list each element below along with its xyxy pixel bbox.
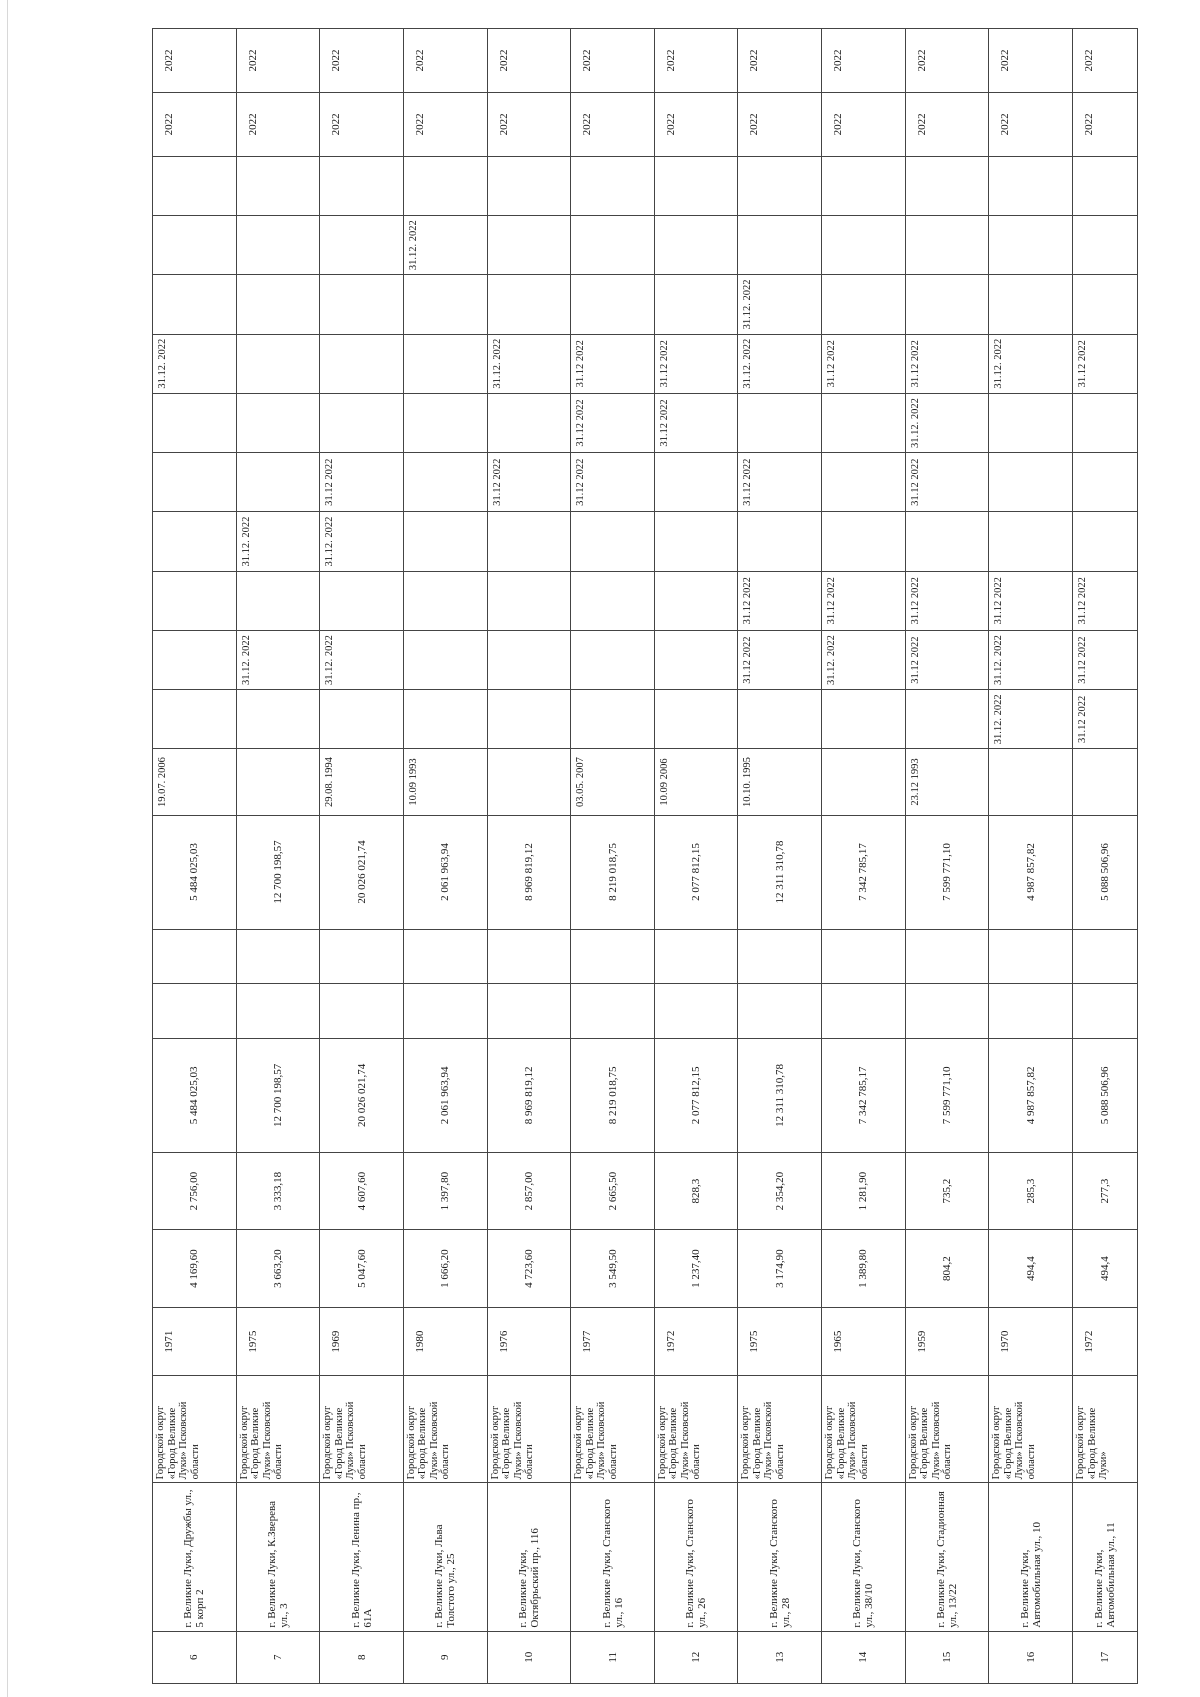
empty-cell <box>153 929 237 984</box>
address-cell: г. Великие Луки, К.Зверева ул., 3 <box>236 1483 320 1631</box>
empty-cell <box>571 984 655 1039</box>
work-date-cell <box>153 156 237 215</box>
build-year-cell: 1972 <box>1073 1307 1138 1375</box>
work-date-cell <box>905 275 989 334</box>
work-date-cell <box>153 571 237 630</box>
work-date-cell: 31.12. 2022 <box>236 630 320 689</box>
previous-repair-date-cell: 10.09 1993 <box>403 749 487 815</box>
row-number: 10 <box>487 1631 571 1683</box>
owner-cell: Городской округ «Город Великие Луки» Псковской области <box>822 1376 906 1483</box>
work-date-cell <box>1073 453 1138 512</box>
work-date-cell <box>989 512 1073 571</box>
work-date-cell <box>487 275 571 334</box>
work-date-cell <box>654 216 738 275</box>
build-year-cell: 1959 <box>905 1307 989 1375</box>
owner-cell: Городской округ «Город Великие Луки» Псковской области <box>738 1376 822 1483</box>
empty-cell <box>989 984 1073 1039</box>
build-year-cell: 1977 <box>571 1307 655 1375</box>
work-date-cell <box>320 275 404 334</box>
work-date-cell <box>738 393 822 452</box>
work-date-cell <box>571 571 655 630</box>
work-date-cell <box>571 690 655 749</box>
work-date-cell <box>236 571 320 630</box>
work-date-cell <box>403 630 487 689</box>
build-year-cell: 1980 <box>403 1307 487 1375</box>
work-date-cell: 31.12 2022 <box>1073 690 1138 749</box>
work-date-cell <box>822 393 906 452</box>
work-date-cell: 31.12 2022 <box>320 453 404 512</box>
cost-repeat-cell: 12 311 310,78 <box>738 815 822 929</box>
row-number: 7 <box>236 1631 320 1683</box>
address-cell: г. Великие Луки, Станского ул., 38/10 <box>822 1483 906 1631</box>
table-row <box>822 29 906 1684</box>
work-date-cell: 31.12 2022 <box>738 453 822 512</box>
living-area-cell: 4 607,60 <box>320 1152 404 1230</box>
work-date-cell <box>822 216 906 275</box>
work-date-cell <box>320 334 404 393</box>
work-date-cell: 31.12 2022 <box>1073 571 1138 630</box>
cost-cell: 12 311 310,78 <box>738 1038 822 1152</box>
owner-cell: Городской округ «Город Великие Луки» Псковской области <box>403 1376 487 1483</box>
table-row <box>1073 29 1138 1684</box>
total-area-cell: 3 549,50 <box>571 1230 655 1308</box>
total-area-cell: 1 666,20 <box>403 1230 487 1308</box>
work-date-cell <box>236 216 320 275</box>
row-number: 6 <box>153 1631 237 1683</box>
work-date-cell <box>571 216 655 275</box>
table-row <box>320 29 404 1684</box>
rotated-table-container <box>152 28 1138 1684</box>
build-year-cell: 1975 <box>738 1307 822 1375</box>
work-date-cell <box>403 156 487 215</box>
work-date-cell <box>487 393 571 452</box>
living-area-cell: 2 857,00 <box>487 1152 571 1230</box>
work-date-cell <box>654 156 738 215</box>
work-date-cell <box>905 156 989 215</box>
empty-cell <box>403 984 487 1039</box>
work-date-cell <box>989 275 1073 334</box>
build-year-cell: 1972 <box>654 1307 738 1375</box>
cost-repeat-cell: 5 484 025,03 <box>153 815 237 929</box>
work-date-cell <box>822 690 906 749</box>
total-area-cell: 3 663,20 <box>236 1230 320 1308</box>
work-date-cell <box>153 512 237 571</box>
table-row <box>571 29 655 1684</box>
total-area-cell: 804,2 <box>905 1230 989 1308</box>
work-date-cell <box>822 512 906 571</box>
plan-year-cell: 2022 <box>236 92 320 156</box>
cost-repeat-cell: 8 969 819,12 <box>487 815 571 929</box>
empty-cell <box>822 929 906 984</box>
plan-year-cell: 2022 <box>1073 29 1138 93</box>
build-year-cell: 1975 <box>236 1307 320 1375</box>
plan-year-cell: 2022 <box>320 92 404 156</box>
empty-cell <box>403 929 487 984</box>
cost-cell: 7 342 785,17 <box>822 1038 906 1152</box>
table-row <box>487 29 571 1684</box>
previous-repair-date-cell: 03.05. 2007 <box>571 749 655 815</box>
address-cell: г. Великие Луки, Льва Толстого ул., 25 <box>403 1483 487 1631</box>
work-date-cell <box>738 216 822 275</box>
empty-cell <box>654 984 738 1039</box>
previous-repair-date-cell: 19.07. 2006 <box>153 749 237 815</box>
row-number: 12 <box>654 1631 738 1683</box>
plan-year-cell: 2022 <box>403 92 487 156</box>
total-area-cell: 4 169,60 <box>153 1230 237 1308</box>
work-date-cell: 31.12. 2022 <box>320 630 404 689</box>
work-date-cell <box>153 275 237 334</box>
work-date-cell: 31.12 2022 <box>1073 630 1138 689</box>
work-date-cell: 31.12. 2022 <box>236 512 320 571</box>
work-date-cell: 31.12 2022 <box>571 393 655 452</box>
build-year-cell: 1971 <box>153 1307 237 1375</box>
living-area-cell: 1 281,90 <box>822 1152 906 1230</box>
row-number: 16 <box>989 1631 1073 1683</box>
cost-repeat-cell: 2 077 812,15 <box>654 815 738 929</box>
work-date-cell <box>320 690 404 749</box>
work-date-cell: 31.12 2022 <box>654 393 738 452</box>
total-area-cell: 494,4 <box>989 1230 1073 1308</box>
work-date-cell: 31.12. 2022 <box>738 275 822 334</box>
total-area-cell: 4 723,60 <box>487 1230 571 1308</box>
work-date-cell <box>487 156 571 215</box>
living-area-cell: 285,3 <box>989 1152 1073 1230</box>
plan-year-cell: 2022 <box>822 29 906 93</box>
previous-repair-date-cell <box>1073 749 1138 815</box>
cost-cell: 8 969 819,12 <box>487 1038 571 1152</box>
build-year-cell: 1969 <box>320 1307 404 1375</box>
plan-year-cell: 2022 <box>654 29 738 93</box>
address-cell: г. Великие Луки, Стадионная ул., 13/22 <box>905 1483 989 1631</box>
owner-cell: Городской округ «Город Великие Луки» Псковской области <box>320 1376 404 1483</box>
cost-repeat-cell: 7 342 785,17 <box>822 815 906 929</box>
work-date-cell <box>403 690 487 749</box>
plan-year-cell: 2022 <box>738 29 822 93</box>
work-date-cell: 31.12 2022 <box>989 571 1073 630</box>
plan-year-cell: 2022 <box>403 29 487 93</box>
cost-cell: 20 026 021,74 <box>320 1038 404 1152</box>
work-date-cell <box>905 690 989 749</box>
work-date-cell: 31.12. 2022 <box>738 334 822 393</box>
cost-cell: 5 484 025,03 <box>153 1038 237 1152</box>
table-row <box>153 29 237 1684</box>
work-date-cell: 31.12 2022 <box>905 453 989 512</box>
empty-cell <box>905 929 989 984</box>
work-date-cell <box>1073 275 1138 334</box>
previous-repair-date-cell <box>989 749 1073 815</box>
plan-year-cell: 2022 <box>1073 92 1138 156</box>
row-number: 15 <box>905 1631 989 1683</box>
cost-cell: 8 219 018,75 <box>571 1038 655 1152</box>
work-date-cell <box>153 630 237 689</box>
work-date-cell: 31.12 2022 <box>654 334 738 393</box>
total-area-cell: 3 174,90 <box>738 1230 822 1308</box>
cost-repeat-cell: 7 599 771,10 <box>905 815 989 929</box>
work-date-cell: 31.12 2022 <box>905 334 989 393</box>
plan-year-cell: 2022 <box>738 92 822 156</box>
work-date-cell <box>1073 216 1138 275</box>
empty-cell <box>738 984 822 1039</box>
work-date-cell <box>236 690 320 749</box>
owner-cell: Городской округ «Город Великие Луки» <box>1073 1376 1138 1483</box>
empty-cell <box>654 929 738 984</box>
work-date-cell <box>654 571 738 630</box>
work-date-cell <box>571 512 655 571</box>
cost-repeat-cell: 20 026 021,74 <box>320 815 404 929</box>
work-date-cell <box>236 453 320 512</box>
row-number: 14 <box>822 1631 906 1683</box>
build-year-cell: 1965 <box>822 1307 906 1375</box>
cost-cell: 5 088 506,96 <box>1073 1038 1138 1152</box>
work-date-cell <box>571 630 655 689</box>
cost-repeat-cell: 12 700 198,57 <box>236 815 320 929</box>
previous-repair-date-cell <box>236 749 320 815</box>
work-date-cell <box>403 275 487 334</box>
work-date-cell <box>487 690 571 749</box>
work-date-cell <box>654 453 738 512</box>
scan-edge <box>7 0 8 1697</box>
work-date-cell <box>487 512 571 571</box>
empty-cell <box>1073 929 1138 984</box>
work-date-cell <box>403 571 487 630</box>
plan-year-cell: 2022 <box>989 92 1073 156</box>
cost-repeat-cell: 5 088 506,96 <box>1073 815 1138 929</box>
work-date-cell <box>1073 512 1138 571</box>
work-date-cell: 31.12. 2022 <box>487 334 571 393</box>
empty-cell <box>320 929 404 984</box>
plan-year-cell: 2022 <box>905 29 989 93</box>
work-date-cell <box>487 571 571 630</box>
empty-cell <box>1073 984 1138 1039</box>
plan-year-cell: 2022 <box>571 92 655 156</box>
owner-cell: Городской округ «Город Великие Луки» Псковской области <box>654 1376 738 1483</box>
address-cell: г. Великие Луки, Дружбы ул., 5 корп 2 <box>153 1483 237 1631</box>
empty-cell <box>989 929 1073 984</box>
work-date-cell: 31.12 2022 <box>905 571 989 630</box>
work-date-cell <box>822 453 906 512</box>
row-number: 17 <box>1073 1631 1138 1683</box>
work-date-cell <box>153 690 237 749</box>
work-date-cell: 31.12 2022 <box>487 453 571 512</box>
work-date-cell <box>403 512 487 571</box>
work-date-cell: 31.12 2022 <box>1073 334 1138 393</box>
plan-year-cell: 2022 <box>571 29 655 93</box>
work-date-cell <box>1073 393 1138 452</box>
living-area-cell: 3 333,18 <box>236 1152 320 1230</box>
work-date-cell <box>571 275 655 334</box>
total-area-cell: 5 047,60 <box>320 1230 404 1308</box>
previous-repair-date-cell <box>487 749 571 815</box>
work-date-cell <box>153 216 237 275</box>
cost-repeat-cell: 8 219 018,75 <box>571 815 655 929</box>
work-date-cell: 31.12 2022 <box>822 334 906 393</box>
work-date-cell <box>487 630 571 689</box>
work-date-cell <box>320 216 404 275</box>
row-number: 9 <box>403 1631 487 1683</box>
work-date-cell <box>989 393 1073 452</box>
work-date-cell: 31.12. 2022 <box>989 630 1073 689</box>
work-date-cell <box>571 156 655 215</box>
address-cell: г. Великие Луки, Станского ул., 28 <box>738 1483 822 1631</box>
empty-cell <box>738 929 822 984</box>
work-date-cell <box>654 275 738 334</box>
work-date-cell <box>236 334 320 393</box>
owner-cell: Городской округ «Город Великие Луки» Псковской области <box>571 1376 655 1483</box>
address-cell: г. Великие Луки, Октябрьский пр., 116 <box>487 1483 571 1631</box>
address-cell: г. Великие Луки, Ленина пр., 61А <box>320 1483 404 1631</box>
table-row <box>403 29 487 1684</box>
empty-cell <box>236 984 320 1039</box>
work-date-cell <box>738 690 822 749</box>
previous-repair-date-cell: 10.09 2006 <box>654 749 738 815</box>
work-date-cell <box>487 216 571 275</box>
row-number: 13 <box>738 1631 822 1683</box>
row-number: 11 <box>571 1631 655 1683</box>
work-date-cell <box>403 393 487 452</box>
plan-year-cell: 2022 <box>236 29 320 93</box>
cost-cell: 12 700 198,57 <box>236 1038 320 1152</box>
work-date-cell: 31.12 2022 <box>738 630 822 689</box>
cost-cell: 7 599 771,10 <box>905 1038 989 1152</box>
address-cell: г. Великие Луки, Станского ул., 16 <box>571 1483 655 1631</box>
empty-cell <box>822 984 906 1039</box>
work-date-cell <box>320 393 404 452</box>
build-year-cell: 1970 <box>989 1307 1073 1375</box>
work-date-cell <box>822 275 906 334</box>
address-cell: г. Великие Луки, Станского ул., 26 <box>654 1483 738 1631</box>
owner-cell: Городской округ «Город Великие Луки» Псковской области <box>487 1376 571 1483</box>
plan-year-cell: 2022 <box>905 92 989 156</box>
total-area-cell: 494,4 <box>1073 1230 1138 1308</box>
previous-repair-date-cell: 29.08. 1994 <box>320 749 404 815</box>
work-date-cell <box>236 393 320 452</box>
work-date-cell: 31.12. 2022 <box>989 334 1073 393</box>
work-date-cell <box>989 453 1073 512</box>
empty-cell <box>320 984 404 1039</box>
work-date-cell <box>403 453 487 512</box>
owner-cell: Городской округ «Город Великие Луки» Псковской области <box>989 1376 1073 1483</box>
owner-cell: Городской округ «Город Великие Луки» Псковской области <box>905 1376 989 1483</box>
table-row <box>989 29 1073 1684</box>
total-area-cell: 1 389,80 <box>822 1230 906 1308</box>
plan-year-cell: 2022 <box>822 92 906 156</box>
cost-cell: 2 061 963,94 <box>403 1038 487 1152</box>
living-area-cell: 2 756,00 <box>153 1152 237 1230</box>
table-row <box>654 29 738 1684</box>
work-date-cell <box>1073 156 1138 215</box>
plan-year-cell: 2022 <box>153 92 237 156</box>
empty-cell <box>487 984 571 1039</box>
plan-year-cell: 2022 <box>153 29 237 93</box>
work-date-cell: 31.12 2022 <box>571 453 655 512</box>
previous-repair-date-cell: 23.12 1993 <box>905 749 989 815</box>
address-cell: г. Великие Луки, Автомобильная ул., 11 <box>1073 1483 1138 1631</box>
address-cell: г. Великие Луки, Автомобильная ул., 10 <box>989 1483 1073 1631</box>
housing-register-table <box>152 28 1138 1684</box>
row-number: 8 <box>320 1631 404 1683</box>
work-date-cell <box>153 393 237 452</box>
work-date-cell <box>153 453 237 512</box>
previous-repair-date-cell <box>822 749 906 815</box>
work-date-cell: 31.12 2022 <box>571 334 655 393</box>
work-date-cell <box>738 156 822 215</box>
work-date-cell <box>403 334 487 393</box>
work-date-cell <box>905 512 989 571</box>
work-date-cell: 31.12. 2022 <box>989 690 1073 749</box>
cost-repeat-cell: 2 061 963,94 <box>403 815 487 929</box>
work-date-cell <box>236 156 320 215</box>
work-date-cell: 31.12. 2022 <box>320 512 404 571</box>
work-date-cell: 31.12 2022 <box>738 571 822 630</box>
work-date-cell: 31.12. 2022 <box>822 630 906 689</box>
work-date-cell <box>320 571 404 630</box>
table-row <box>236 29 320 1684</box>
previous-repair-date-cell: 10.10. 1995 <box>738 749 822 815</box>
owner-cell: Городской округ «Город Великие Луки» Псковской области <box>236 1376 320 1483</box>
work-date-cell <box>654 690 738 749</box>
work-date-cell: 31.12. 2022 <box>403 216 487 275</box>
owner-cell: Городской округ «Город Великие Луки» Псковской области <box>153 1376 237 1483</box>
living-area-cell: 735,2 <box>905 1152 989 1230</box>
cost-repeat-cell: 4 987 857,82 <box>989 815 1073 929</box>
work-date-cell <box>654 512 738 571</box>
work-date-cell <box>320 156 404 215</box>
empty-cell <box>905 984 989 1039</box>
plan-year-cell: 2022 <box>487 92 571 156</box>
empty-cell <box>487 929 571 984</box>
living-area-cell: 2 354,20 <box>738 1152 822 1230</box>
work-date-cell <box>905 216 989 275</box>
build-year-cell: 1976 <box>487 1307 571 1375</box>
work-date-cell: 31.12 2022 <box>822 571 906 630</box>
plan-year-cell: 2022 <box>989 29 1073 93</box>
plan-year-cell: 2022 <box>654 92 738 156</box>
plan-year-cell: 2022 <box>320 29 404 93</box>
work-date-cell <box>236 275 320 334</box>
living-area-cell: 828,3 <box>654 1152 738 1230</box>
cost-cell: 2 077 812,15 <box>654 1038 738 1152</box>
work-date-cell <box>822 156 906 215</box>
total-area-cell: 1 237,40 <box>654 1230 738 1308</box>
work-date-cell: 31.12. 2022 <box>153 334 237 393</box>
cost-cell: 4 987 857,82 <box>989 1038 1073 1152</box>
work-date-cell: 31.12 2022 <box>905 630 989 689</box>
work-date-cell <box>989 216 1073 275</box>
living-area-cell: 277,3 <box>1073 1152 1138 1230</box>
work-date-cell <box>989 156 1073 215</box>
work-date-cell: 31.12. 2022 <box>905 393 989 452</box>
plan-year-cell: 2022 <box>487 29 571 93</box>
living-area-cell: 1 397,80 <box>403 1152 487 1230</box>
work-date-cell <box>738 512 822 571</box>
table-row <box>738 29 822 1684</box>
table-row <box>905 29 989 1684</box>
living-area-cell: 2 665,50 <box>571 1152 655 1230</box>
work-date-cell <box>654 630 738 689</box>
empty-cell <box>236 929 320 984</box>
empty-cell <box>153 984 237 1039</box>
empty-cell <box>571 929 655 984</box>
